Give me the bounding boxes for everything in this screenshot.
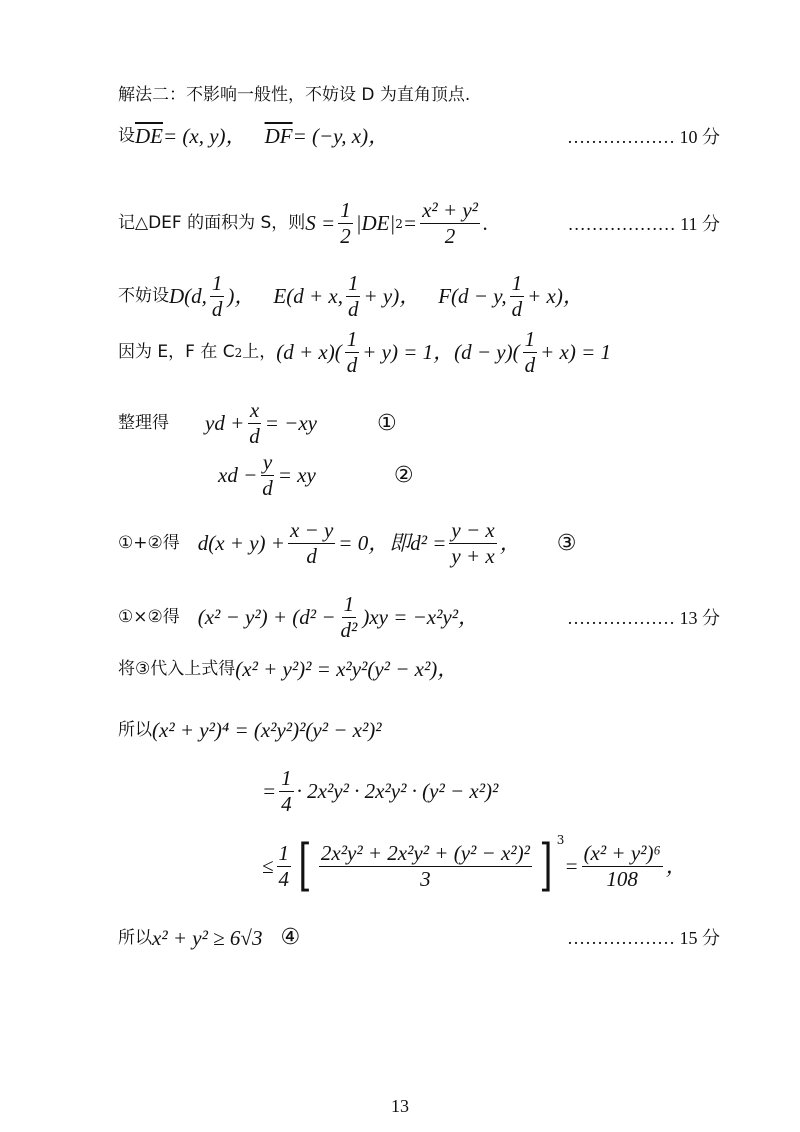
area-lhs: S = (305, 211, 336, 235)
so-label-1: 所以 (118, 720, 152, 740)
score-10: ……………… 10 分 (567, 126, 720, 147)
mark-4: ④ (280, 925, 301, 950)
vector-df: $\overline{DF}$ (264, 124, 293, 148)
intro-text: 解法二：不影响一般性，不妨设 D 为直角顶点. (118, 85, 471, 105)
area-de-norm: |DE| (355, 211, 396, 235)
final-label: 所以 (118, 927, 152, 948)
so-line-1 (118, 720, 760, 741)
area-fraction: $\frac{\text{x² + y²}}{2}$ (422, 198, 478, 248)
equation-2-line: xd − $\frac{y}{d}$ = xy ② (218, 450, 414, 500)
page-number: 13 (391, 1096, 409, 1116)
coords-label: 不妨设 (118, 286, 169, 306)
score-11: ……………… 11 分 (567, 213, 720, 234)
score-13: ……………… 13 分 (567, 607, 720, 628)
final-expression: x² + y² ≥ 6√3 (152, 925, 263, 950)
quarter-fraction-2: $\frac{1}{4}$ (278, 840, 290, 891)
result-fraction: $\frac{\text{(x² + y²)⁶}}{108}$ (583, 840, 661, 891)
sum-line: ①+②得 d(x + y) + $\frac{x - y}{d}$ = 0，即 d² = $\frac{y - x}{y + x}$ ， ③ (118, 518, 577, 568)
vector-df-value: = (−y, x)， (292, 124, 390, 148)
because-label: 因为 E，F 在 C (118, 342, 235, 362)
score-15: ……………… 15 分 (567, 928, 720, 948)
equation-1-line: 整理得 yd + $\frac{x}{d}$ = −xy ① (118, 398, 397, 448)
set-label: 设 (118, 126, 135, 146)
substitute-expression: (x² + y²)² = x²y²(y² − x²)， (235, 657, 459, 681)
because-fraction-2: $\frac{1}{d}$ (524, 327, 536, 377)
half-fraction: $\frac{1}{2}$ (340, 198, 351, 248)
vector-de-value: = (x, y)， (163, 124, 247, 148)
area-text: 记△DEF 的面积为 S，则 (118, 213, 306, 233)
because-line: 因为 E，F 在 C 2 上， (d + x)( $\frac{1}{d}$ + y) = 1， (d − y)( $\frac{1}{d}$ + x) = 1 (118, 327, 612, 377)
mark-3: ③ (556, 530, 577, 556)
right-bracket: ] (539, 833, 553, 898)
eq1-fraction: $\frac{x}{d}$ (249, 398, 260, 448)
vector-de: $\overline{DE}$ (135, 124, 163, 148)
so-expression-1: (x² + y²)⁴ = (x²y²)²(y² − x²)² (152, 718, 382, 742)
left-bracket: [ (298, 833, 312, 898)
substitute-label: 将③代入上式得 (118, 659, 236, 679)
am-gm-fraction: $\frac{\text{2x²y² + 2x²y² + (y² − x²)²}}{3}$ (320, 840, 530, 891)
substitute-line (118, 659, 760, 680)
mark-2: ② (393, 462, 414, 488)
coords-line: 不妨设 D(d, $\frac{1}{d}$ )， E(d + x, $\frac{1}{d}$ + y)， F(d − y, $\frac{1}{d}$ + x)， (118, 271, 584, 321)
quarter-fraction: $\frac{1}{4}$ (281, 766, 292, 816)
intro-line (118, 87, 760, 104)
sum-label: ①+②得 (118, 533, 180, 553)
so-line-3: ≤ $\frac{1}{4}$ [ $\frac{\text{2x²y² + 2x²y² + (y² − x²)²}}{3}$ ] $^3$ = $\frac{\text{(x² + y²)⁶}}{108}$ ， (262, 833, 687, 898)
so-expression-2: · 2x²y² · 2x²y² · (y² − x²)² (296, 779, 499, 803)
product-fraction: $\frac{1}{\text{d²}}$ (340, 592, 358, 642)
vector-line (118, 126, 760, 147)
mark-1: ① (376, 410, 397, 436)
coord-e-fraction: $\frac{1}{d}$ (347, 271, 359, 321)
area-line: 记△DEF 的面积为 S，则 S = $\frac{1}{2}$ |DE| 2 = $\frac{\text{x² + y²}}{2}$ . ……………… 11 分 (118, 198, 720, 248)
simplify-label: 整理得 (118, 413, 169, 433)
d-squared-fraction: $\frac{y - x}{y + x}$ (451, 518, 495, 568)
coord-d-fraction: $\frac{1}{d}$ (211, 271, 223, 321)
final-line (118, 927, 760, 949)
so-line-2: = $\frac{1}{4}$ · 2x²y² · 2x²y² · (y² − x²)² (262, 766, 499, 816)
because-fraction-1: $\frac{1}{d}$ (346, 327, 358, 377)
product-label: ①×②得 (118, 607, 180, 627)
eq2-fraction: $\frac{y}{d}$ (262, 450, 273, 500)
product-line: ①×②得 (x² − y²) + (d² − $\frac{1}{\text{d²}}$ )xy = −x²y²， ……………… 13 分 (118, 592, 720, 642)
sum-fraction: $\frac{x - y}{d}$ (289, 518, 334, 568)
coord-f-fraction: $\frac{1}{d}$ (511, 271, 523, 321)
